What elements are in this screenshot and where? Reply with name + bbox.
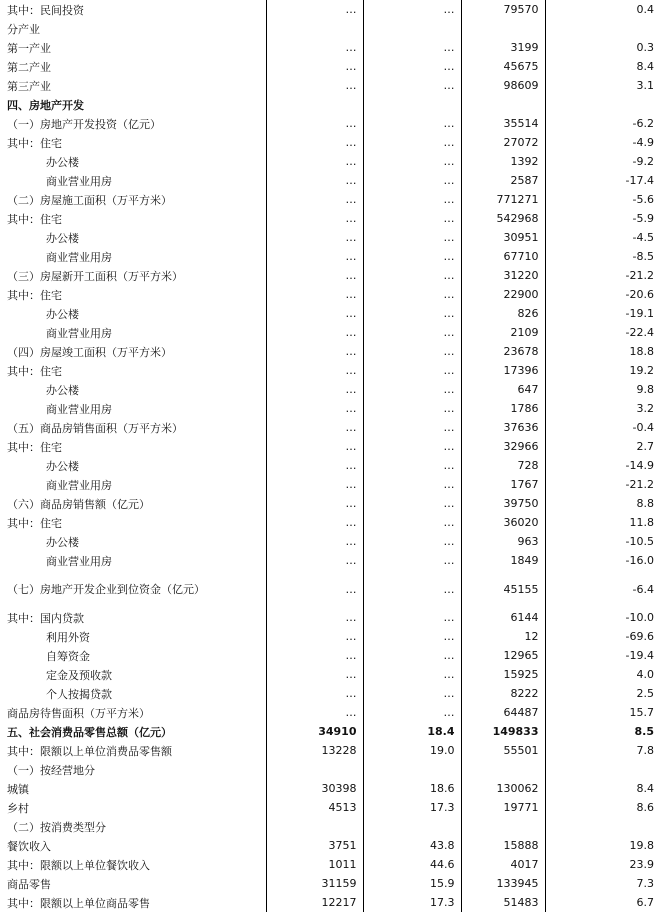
table-row xyxy=(0,323,660,342)
cell-cumulative-value: 23678 xyxy=(461,342,545,361)
row-label: 办公楼 xyxy=(0,304,266,323)
cell-month-growth: … xyxy=(363,228,461,247)
cell-cumulative-growth: -21.2 xyxy=(625,269,654,282)
cell-month-growth: … xyxy=(363,209,461,228)
cell-month-growth: … xyxy=(363,532,461,551)
cell-cumulative-growth xyxy=(545,95,660,114)
row-label: 办公楼 xyxy=(0,152,266,171)
row-label: （六）商品房销售额（亿元） xyxy=(0,494,266,513)
cell-month-value: … xyxy=(266,418,363,437)
cell-month-value: … xyxy=(266,342,363,361)
table-row xyxy=(0,171,660,190)
cell-month-growth xyxy=(363,760,461,779)
row-label: 四、房地产开发 xyxy=(0,95,266,114)
cell-cumulative-growth: 6.7 xyxy=(636,896,654,909)
cell-cumulative-value xyxy=(461,95,545,114)
cell-cumulative-value: 32966 xyxy=(461,437,545,456)
row-label: （五）商品房销售面积（万平方米） xyxy=(0,418,266,437)
cell-month-value xyxy=(266,817,363,836)
cell-cumulative-growth: 18.8 xyxy=(629,345,654,358)
cell-cumulative-growth: -20.6 xyxy=(625,288,654,301)
cell-cumulative-value: 1767 xyxy=(461,475,545,494)
cell-month-value: … xyxy=(266,209,363,228)
cell-month-growth: … xyxy=(363,684,461,703)
table-row xyxy=(0,95,660,114)
cell-cumulative-growth: 19.8 xyxy=(629,839,654,852)
cell-month-value: … xyxy=(266,399,363,418)
cell-month-value: … xyxy=(266,513,363,532)
row-label: 其中：限额以上单位餐饮收入 xyxy=(0,855,266,874)
cell-cumulative-value: 1786 xyxy=(461,399,545,418)
row-label: 其中：民间投资 xyxy=(0,0,266,19)
cell-cumulative-growth: -10.0 xyxy=(625,611,654,624)
row-label: （七）房地产开发企业到位资金（亿元） xyxy=(0,570,266,608)
cell-month-growth: 17.3 xyxy=(363,798,461,817)
table-row xyxy=(0,0,660,19)
cell-month-growth: 15.9 xyxy=(363,874,461,893)
cell-month-value: … xyxy=(266,380,363,399)
cell-month-growth: … xyxy=(363,266,461,285)
table-row xyxy=(0,684,660,703)
table-row xyxy=(0,304,660,323)
cell-cumulative-growth: 0.4 xyxy=(636,3,654,16)
cell-cumulative-growth: 4.0 xyxy=(636,668,654,681)
cell-month-growth: … xyxy=(363,171,461,190)
row-label: （一）房地产开发投资（亿元） xyxy=(0,114,266,133)
row-label: 定金及预收款 xyxy=(0,665,266,684)
table-row xyxy=(0,532,660,551)
row-label: （二）按消费类型分 xyxy=(0,817,266,836)
table-row xyxy=(0,133,660,152)
cell-month-value: … xyxy=(266,665,363,684)
cell-cumulative-growth: -19.1 xyxy=(625,307,654,320)
cell-month-growth: … xyxy=(363,399,461,418)
table-row xyxy=(0,247,660,266)
table-row xyxy=(0,38,660,57)
cell-month-growth: … xyxy=(363,152,461,171)
cell-month-growth: … xyxy=(363,418,461,437)
cell-cumulative-growth xyxy=(545,817,660,836)
cell-cumulative-value: 133945 xyxy=(461,874,545,893)
cell-month-growth: 17.3 xyxy=(363,893,461,912)
table-row xyxy=(0,76,660,95)
cell-cumulative-growth: -5.6 xyxy=(632,193,654,206)
cell-cumulative-value: 2587 xyxy=(461,171,545,190)
table-row xyxy=(0,285,660,304)
table-row xyxy=(0,741,660,760)
table-row xyxy=(0,114,660,133)
cell-cumulative-value xyxy=(461,817,545,836)
cell-cumulative-value: 31220 xyxy=(461,266,545,285)
cell-month-growth: … xyxy=(363,0,461,19)
table-row xyxy=(0,836,660,855)
cell-month-growth: … xyxy=(363,304,461,323)
cell-month-value: … xyxy=(266,551,363,570)
cell-month-value: 34910 xyxy=(266,722,363,741)
cell-month-value: … xyxy=(266,247,363,266)
row-label: （二）房屋施工面积（万平方米） xyxy=(0,190,266,209)
cell-month-growth: … xyxy=(363,285,461,304)
row-label: 其中：限额以上单位消费品零售额 xyxy=(0,741,266,760)
cell-month-value: 31159 xyxy=(266,874,363,893)
cell-cumulative-growth: -19.4 xyxy=(625,649,654,662)
cell-cumulative-growth xyxy=(545,19,660,38)
cell-month-growth: 18.6 xyxy=(363,779,461,798)
cell-cumulative-value: 64487 xyxy=(461,703,545,722)
cell-month-growth: … xyxy=(363,627,461,646)
cell-month-value: 3751 xyxy=(266,836,363,855)
table-row xyxy=(0,342,660,361)
table-row xyxy=(0,722,660,741)
cell-cumulative-value: 55501 xyxy=(461,741,545,760)
cell-month-value: … xyxy=(266,456,363,475)
cell-month-growth: 43.8 xyxy=(363,836,461,855)
cell-cumulative-value: 22900 xyxy=(461,285,545,304)
table-row xyxy=(0,190,660,209)
table-row xyxy=(0,228,660,247)
cell-cumulative-value: 45155 xyxy=(461,570,545,608)
cell-cumulative-growth: -0.4 xyxy=(632,421,654,434)
table-row xyxy=(0,418,660,437)
table-row xyxy=(0,437,660,456)
row-label: （一）按经营地分 xyxy=(0,760,266,779)
row-label: 乡村 xyxy=(0,798,266,817)
cell-cumulative-value: 51483 xyxy=(461,893,545,912)
cell-month-value: … xyxy=(266,0,363,19)
cell-cumulative-value: 4017 xyxy=(461,855,545,874)
row-label: 商品零售 xyxy=(0,874,266,893)
row-label: 分产业 xyxy=(0,19,266,38)
cell-month-value: … xyxy=(266,703,363,722)
cell-month-value: … xyxy=(266,266,363,285)
cell-month-growth: … xyxy=(363,57,461,76)
cell-cumulative-growth: 8.4 xyxy=(636,782,654,795)
row-label: 其中：限额以上单位商品零售 xyxy=(0,893,266,912)
cell-cumulative-value: 2109 xyxy=(461,323,545,342)
cell-month-value: … xyxy=(266,494,363,513)
cell-cumulative-growth: -16.0 xyxy=(625,554,654,567)
cell-month-value: … xyxy=(266,285,363,304)
table-row xyxy=(0,209,660,228)
cell-cumulative-growth: -17.4 xyxy=(625,174,654,187)
table-row xyxy=(0,817,660,836)
cell-month-value: … xyxy=(266,190,363,209)
table-row xyxy=(0,874,660,893)
cell-month-growth: … xyxy=(363,361,461,380)
cell-cumulative-value: 963 xyxy=(461,532,545,551)
table-row xyxy=(0,19,660,38)
cell-cumulative-growth: 2.7 xyxy=(636,440,654,453)
cell-month-value: 4513 xyxy=(266,798,363,817)
table-row xyxy=(0,646,660,665)
cell-month-value: … xyxy=(266,76,363,95)
cell-month-growth: … xyxy=(363,342,461,361)
cell-month-growth: … xyxy=(363,494,461,513)
cell-cumulative-value: 79570 xyxy=(461,0,545,19)
cell-month-value: … xyxy=(266,684,363,703)
row-label: 商品房待售面积（万平方米） xyxy=(0,703,266,722)
cell-cumulative-growth xyxy=(545,760,660,779)
cell-month-growth: … xyxy=(363,646,461,665)
cell-month-growth: … xyxy=(363,247,461,266)
cell-month-value xyxy=(266,760,363,779)
cell-cumulative-value: 36020 xyxy=(461,513,545,532)
table-row xyxy=(0,627,660,646)
cell-month-value: … xyxy=(266,323,363,342)
cell-cumulative-growth: -4.5 xyxy=(632,231,654,244)
cell-cumulative-growth: 7.8 xyxy=(636,744,654,757)
cell-cumulative-growth: -8.5 xyxy=(632,250,654,263)
row-label: （三）房屋新开工面积（万平方米） xyxy=(0,266,266,285)
table-row xyxy=(0,798,660,817)
cell-month-value: … xyxy=(266,171,363,190)
cell-cumulative-value: 35514 xyxy=(461,114,545,133)
row-label: 商业营业用房 xyxy=(0,323,266,342)
cell-cumulative-growth: 3.1 xyxy=(636,79,654,92)
table-row xyxy=(0,456,660,475)
cell-month-value: … xyxy=(266,475,363,494)
row-label: 办公楼 xyxy=(0,532,266,551)
table-row xyxy=(0,855,660,874)
table-row xyxy=(0,57,660,76)
cell-cumulative-value: 30951 xyxy=(461,228,545,247)
cell-month-growth: … xyxy=(363,608,461,627)
row-label: 其中：住宅 xyxy=(0,285,266,304)
cell-month-growth: 44.6 xyxy=(363,855,461,874)
cell-cumulative-growth: 23.9 xyxy=(629,858,654,871)
cell-month-value: 1011 xyxy=(266,855,363,874)
cell-month-growth: … xyxy=(363,76,461,95)
cell-month-value: … xyxy=(266,437,363,456)
cell-cumulative-growth: 3.2 xyxy=(636,402,654,415)
table-row xyxy=(0,475,660,494)
cell-cumulative-value xyxy=(461,760,545,779)
cell-cumulative-value: 12965 xyxy=(461,646,545,665)
row-label: 第一产业 xyxy=(0,38,266,57)
cell-month-growth: … xyxy=(363,114,461,133)
cell-cumulative-value: 27072 xyxy=(461,133,545,152)
cell-cumulative-value: 130062 xyxy=(461,779,545,798)
table-row xyxy=(0,361,660,380)
cell-month-value: 12217 xyxy=(266,893,363,912)
row-label: 其中：住宅 xyxy=(0,361,266,380)
cell-month-value xyxy=(266,95,363,114)
row-label: 商业营业用房 xyxy=(0,171,266,190)
cell-cumulative-growth: 7.3 xyxy=(636,877,654,890)
cell-month-value: … xyxy=(266,228,363,247)
cell-cumulative-value: 15925 xyxy=(461,665,545,684)
row-label: 利用外资 xyxy=(0,627,266,646)
cell-month-growth: … xyxy=(363,437,461,456)
row-label: 商业营业用房 xyxy=(0,247,266,266)
cell-cumulative-value: 37636 xyxy=(461,418,545,437)
cell-month-value: … xyxy=(266,114,363,133)
cell-cumulative-growth: 8.4 xyxy=(636,60,654,73)
cell-month-growth: … xyxy=(363,133,461,152)
row-label: 办公楼 xyxy=(0,228,266,247)
row-label: 办公楼 xyxy=(0,456,266,475)
cell-cumulative-value: 98609 xyxy=(461,76,545,95)
cell-month-value: 30398 xyxy=(266,779,363,798)
table-row xyxy=(0,380,660,399)
cell-month-value: … xyxy=(266,133,363,152)
table-row xyxy=(0,608,660,627)
cell-cumulative-value: 1849 xyxy=(461,551,545,570)
row-label: （四）房屋竣工面积（万平方米） xyxy=(0,342,266,361)
cell-cumulative-value: 826 xyxy=(461,304,545,323)
row-label: 商业营业用房 xyxy=(0,551,266,570)
table-row xyxy=(0,570,660,608)
row-label: 第二产业 xyxy=(0,57,266,76)
table-row xyxy=(0,266,660,285)
table-row xyxy=(0,893,660,912)
cell-cumulative-value xyxy=(461,19,545,38)
cell-month-value xyxy=(266,19,363,38)
row-label: 其中：住宅 xyxy=(0,133,266,152)
cell-month-growth: 18.4 xyxy=(363,722,461,741)
cell-cumulative-growth: 11.8 xyxy=(629,516,654,529)
row-label: 自筹资金 xyxy=(0,646,266,665)
cell-cumulative-growth: -9.2 xyxy=(632,155,654,168)
cell-month-growth: … xyxy=(363,665,461,684)
cell-cumulative-growth: -21.2 xyxy=(625,478,654,491)
cell-month-growth: … xyxy=(363,513,461,532)
cell-cumulative-growth: -14.9 xyxy=(625,459,654,472)
cell-cumulative-growth: -10.5 xyxy=(625,535,654,548)
cell-month-growth: … xyxy=(363,380,461,399)
row-label: 其中：住宅 xyxy=(0,437,266,456)
cell-cumulative-value: 6144 xyxy=(461,608,545,627)
cell-cumulative-growth: -6.4 xyxy=(632,582,654,596)
cell-month-growth: 19.0 xyxy=(363,741,461,760)
cell-month-value: … xyxy=(266,646,363,665)
cell-cumulative-value: 12 xyxy=(461,627,545,646)
cell-cumulative-value: 45675 xyxy=(461,57,545,76)
cell-cumulative-value: 39750 xyxy=(461,494,545,513)
cell-month-value: … xyxy=(266,304,363,323)
cell-cumulative-growth: 15.7 xyxy=(629,706,654,719)
cell-cumulative-growth: 0.3 xyxy=(636,41,654,54)
cell-month-growth: … xyxy=(363,38,461,57)
row-label: 第三产业 xyxy=(0,76,266,95)
cell-month-value: … xyxy=(266,608,363,627)
table-row xyxy=(0,152,660,171)
cell-cumulative-value: 149833 xyxy=(461,722,545,741)
cell-cumulative-growth: -22.4 xyxy=(625,326,654,339)
cell-cumulative-growth: -69.6 xyxy=(625,630,654,643)
cell-month-growth xyxy=(363,95,461,114)
cell-month-growth: … xyxy=(363,456,461,475)
table-row xyxy=(0,703,660,722)
table-row xyxy=(0,779,660,798)
cell-month-growth xyxy=(363,817,461,836)
cell-cumulative-growth: 8.6 xyxy=(636,801,654,814)
cell-cumulative-growth: 8.8 xyxy=(636,497,654,510)
cell-cumulative-value: 771271 xyxy=(461,190,545,209)
row-label: 商业营业用房 xyxy=(0,399,266,418)
row-label: 城镇 xyxy=(0,779,266,798)
table-row xyxy=(0,760,660,779)
cell-month-growth xyxy=(363,19,461,38)
cell-month-growth: … xyxy=(363,570,461,608)
cell-cumulative-value: 15888 xyxy=(461,836,545,855)
cell-cumulative-growth: 9.8 xyxy=(636,383,654,396)
cell-cumulative-value: 647 xyxy=(461,380,545,399)
cell-month-value: 13228 xyxy=(266,741,363,760)
cell-month-growth: … xyxy=(363,190,461,209)
cell-month-value: … xyxy=(266,57,363,76)
row-label: 办公楼 xyxy=(0,380,266,399)
table-row xyxy=(0,665,660,684)
cell-cumulative-value: 3199 xyxy=(461,38,545,57)
cell-cumulative-growth: 19.2 xyxy=(629,364,654,377)
row-label: 其中：住宅 xyxy=(0,209,266,228)
cell-cumulative-value: 67710 xyxy=(461,247,545,266)
cell-cumulative-value: 8222 xyxy=(461,684,545,703)
cell-month-growth: … xyxy=(363,551,461,570)
cell-cumulative-value: 19771 xyxy=(461,798,545,817)
cell-month-growth: … xyxy=(363,323,461,342)
table-row xyxy=(0,551,660,570)
cell-cumulative-value: 728 xyxy=(461,456,545,475)
cell-month-growth: … xyxy=(363,703,461,722)
cell-cumulative-value: 17396 xyxy=(461,361,545,380)
row-label: 餐饮收入 xyxy=(0,836,266,855)
cell-month-value: … xyxy=(266,361,363,380)
row-label: 其中：国内贷款 xyxy=(0,608,266,627)
row-label: 其中：住宅 xyxy=(0,513,266,532)
cell-cumulative-value: 1392 xyxy=(461,152,545,171)
table-row xyxy=(0,494,660,513)
cell-month-value: … xyxy=(266,38,363,57)
cell-month-value: … xyxy=(266,152,363,171)
cell-cumulative-growth: -4.9 xyxy=(632,136,654,149)
cell-month-value: … xyxy=(266,627,363,646)
cell-cumulative-growth: 8.5 xyxy=(634,725,654,738)
cell-cumulative-growth: -5.9 xyxy=(632,212,654,225)
cell-cumulative-growth: -6.2 xyxy=(632,117,654,130)
cell-cumulative-value: 542968 xyxy=(461,209,545,228)
row-label: 五、社会消费品零售总额（亿元） xyxy=(0,722,266,741)
table-row xyxy=(0,399,660,418)
cell-month-value: … xyxy=(266,570,363,608)
row-label: 个人按揭贷款 xyxy=(0,684,266,703)
row-label: 商业营业用房 xyxy=(0,475,266,494)
table-row xyxy=(0,513,660,532)
cell-month-value: … xyxy=(266,532,363,551)
cell-cumulative-growth: 2.5 xyxy=(636,687,654,700)
cell-month-growth: … xyxy=(363,475,461,494)
